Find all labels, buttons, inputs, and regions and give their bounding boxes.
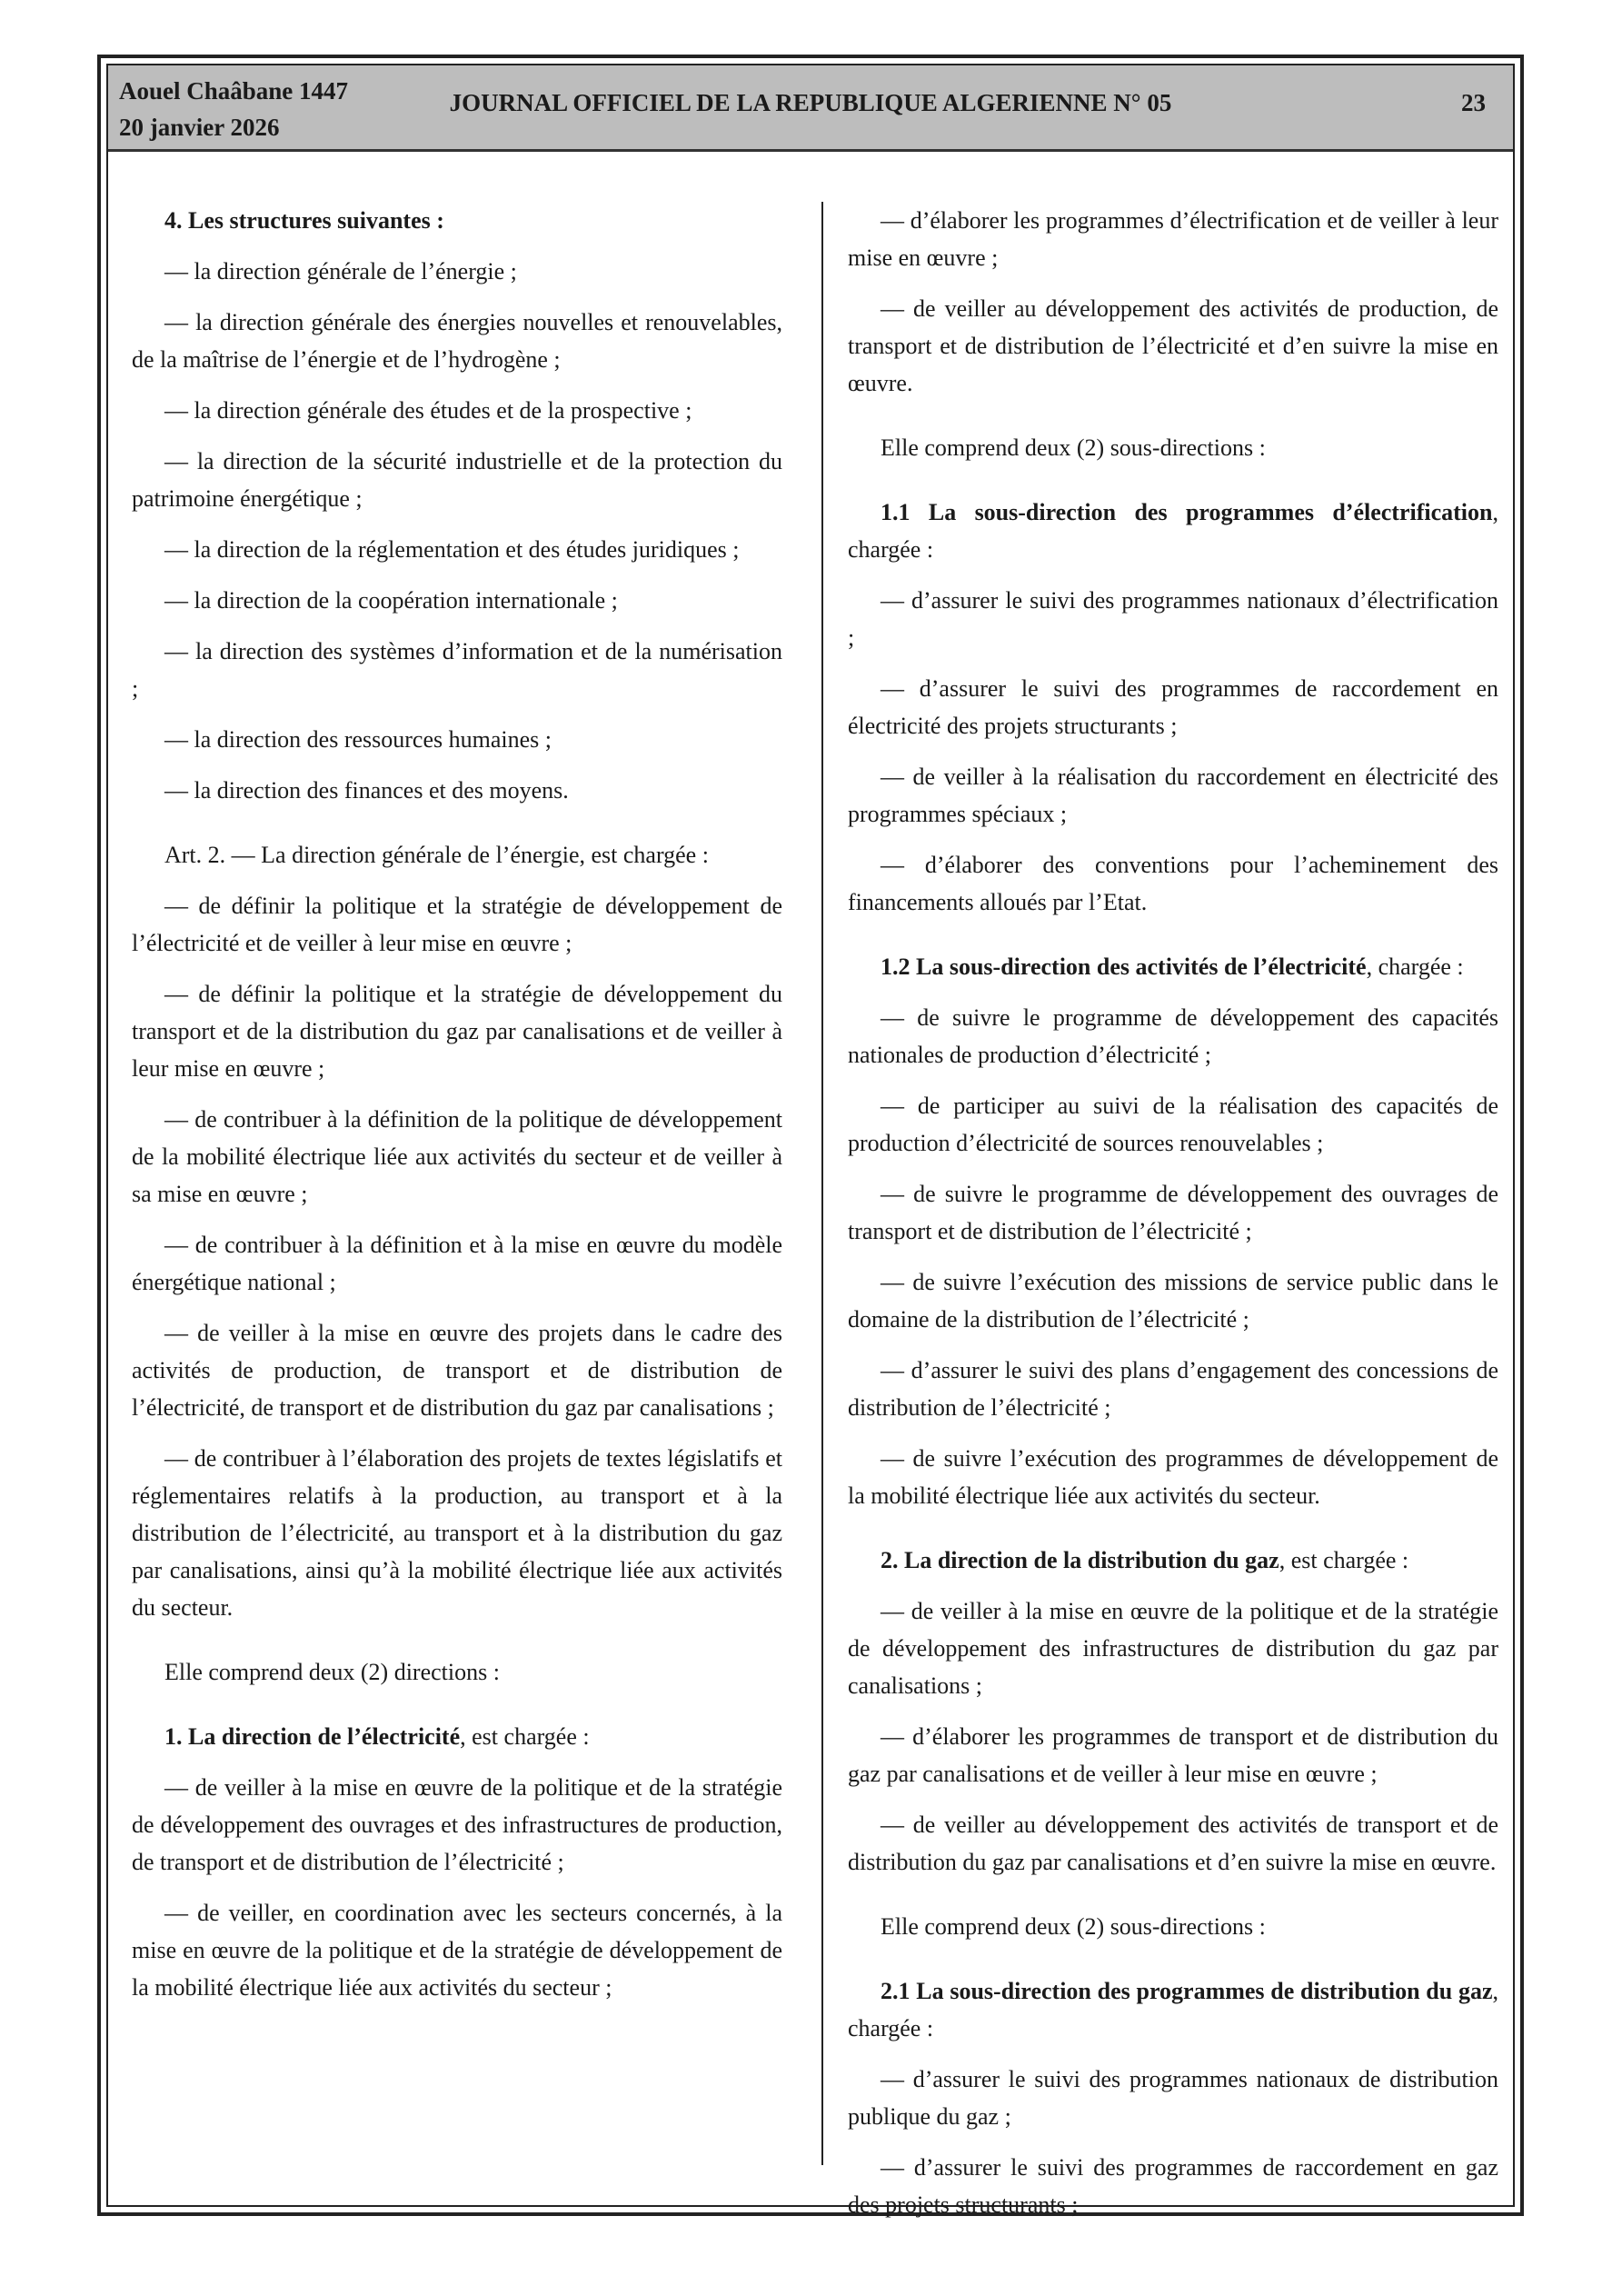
- paragraph: [848, 1352, 1498, 1426]
- paragraph: [132, 772, 782, 809]
- paragraph: [848, 1972, 1498, 2047]
- paragraph-text: — la direction de la réglementation et des études juridiques ;: [164, 536, 740, 563]
- paragraph: [132, 1894, 782, 2006]
- paragraph: [848, 846, 1498, 921]
- paragraph-text: — de contribuer à l’élaboration des projets de textes législatifs et réglementaires relatifs à la production, au transport et à la distribution de l’électricité, au transport et à la distribution du gaz par canalisations, ainsi qu’à la mobilité électrique liée aux activités du secteur.: [132, 1445, 782, 1621]
- paragraph-heading: 2.1 La sous-direction des programmes de distribution du gaz: [881, 1978, 1493, 2004]
- paragraph: [848, 948, 1498, 985]
- page-number: 23: [1461, 89, 1486, 116]
- paragraph-text: — d’assurer le suivi des programmes de raccordement en gaz des projets structurants ;: [848, 2154, 1498, 2218]
- paragraph-text: , chargée :: [848, 499, 1498, 563]
- paragraph-text: — de veiller au développement des activités de production, de transport et de distribution de l’électricité et d’en suivre la mise en œuvre.: [848, 295, 1498, 396]
- paragraph-text: — de contribuer à la définition de la politique de développement de la mobilité électrique liée aux activités du secteur et de veiller à sa mise en œuvre ;: [132, 1106, 782, 1207]
- paragraph: [132, 975, 782, 1087]
- paragraph: [132, 1314, 782, 1426]
- paragraph-text: Elle comprend deux (2) sous-directions :: [881, 1913, 1266, 1940]
- paragraph-text: — la direction des finances et des moyens.: [164, 777, 569, 804]
- paragraph-text: Art. 2. — La direction générale de l’énergie, est chargée :: [164, 842, 709, 868]
- paragraph: [848, 582, 1498, 656]
- paragraph: [132, 721, 782, 758]
- paragraph-text: — de veiller à la mise en œuvre de la politique et de la stratégie de développement des ouvrages et des infrastructures de production, de transport et de distribution de l’électricité ;: [132, 1774, 782, 1875]
- paragraph: [132, 836, 782, 873]
- paragraph: [848, 1542, 1498, 1579]
- paragraph-text: — de contribuer à la définition et à la mise en œuvre du modèle énergétique national ;: [132, 1232, 782, 1295]
- paragraph: [132, 633, 782, 707]
- paragraph: [848, 1087, 1498, 1162]
- paragraph-text: — la direction des systèmes d’information et de la numérisation ;: [132, 638, 782, 702]
- paragraph-text: — d’élaborer des conventions pour l’acheminement des financements alloués par l’Etat.: [848, 852, 1498, 915]
- paragraph-heading: 4. Les structures suivantes :: [164, 207, 444, 234]
- header-date: 20 janvier 2026: [119, 114, 280, 141]
- paragraph: [848, 670, 1498, 744]
- paragraph-text: — de définir la politique et la stratégie de développement du transport et de la distribution du gaz par canalisations et de veiller à leur mise en œuvre ;: [132, 981, 782, 1082]
- paragraph: [132, 1226, 782, 1301]
- paragraph: [132, 1440, 782, 1626]
- paragraph-text: — d’élaborer les programmes de transport et de distribution du gaz par canalisations et de veiller à leur mise en œuvre ;: [848, 1723, 1498, 1787]
- paragraph: [132, 253, 782, 290]
- page-frame: [97, 55, 1524, 2216]
- paragraph-text: — d’élaborer les programmes d’électrification et de veiller à leur mise en œuvre ;: [848, 207, 1498, 271]
- paragraph: [132, 1769, 782, 1881]
- paragraph-text: — la direction des ressources humaines ;: [164, 726, 552, 753]
- paragraph-text: Elle comprend deux (2) directions :: [164, 1659, 500, 1685]
- paragraph-text: — d’assurer le suivi des programmes nationaux d’électrification ;: [848, 587, 1498, 651]
- paragraph-text: — la direction générale des études et de la prospective ;: [164, 397, 692, 424]
- paragraph-text: — la direction générale de l’énergie ;: [164, 258, 517, 285]
- paragraph: [132, 1718, 782, 1755]
- paragraph: [848, 999, 1498, 1073]
- paragraph: [848, 494, 1498, 568]
- paragraph-heading: 1.2 La sous-direction des activités de l’électricité: [881, 953, 1367, 980]
- journal-header: [108, 65, 1513, 152]
- paragraph: [848, 1175, 1498, 1250]
- paragraph-text: , est chargée :: [460, 1723, 590, 1750]
- paragraph: [848, 1263, 1498, 1338]
- journal-title: JOURNAL OFFICIEL DE LA REPUBLIQUE ALGERIENNE N° 05: [449, 89, 1172, 116]
- paragraph: [848, 1718, 1498, 1792]
- paragraph-text: Elle comprend deux (2) sous-directions :: [881, 434, 1266, 461]
- paragraph-text: — de veiller, en coordination avec les secteurs concernés, à la mise en œuvre de la politique et de la stratégie de développement de la mobilité électrique liée aux activités du secteur ;: [132, 1900, 782, 2001]
- page-inner-frame: [106, 64, 1515, 2218]
- paragraph: [132, 887, 782, 962]
- right-column: [848, 202, 1498, 2237]
- paragraph-text: — de veiller à la mise en œuvre des projets dans le cadre des activités de production, de transport et de distribution de l’électricité, de transport et de distribution du gaz par canalisations ;: [132, 1320, 782, 1421]
- paragraph-text: — d’assurer le suivi des programmes de raccordement en électricité des projets structurants ;: [848, 675, 1498, 739]
- paragraph: [132, 582, 782, 619]
- paragraph-text: — de définir la politique et la stratégie de développement de l’électricité et de veiller à leur mise en œuvre ;: [132, 893, 782, 956]
- paragraph: [132, 1653, 782, 1691]
- paragraph-text: — de suivre l’exécution des missions de service public dans le domaine de la distribution de l’électricité ;: [848, 1269, 1498, 1333]
- paragraph: [132, 304, 782, 378]
- paragraph: [848, 202, 1498, 276]
- paragraph: [848, 758, 1498, 833]
- paragraph-text: — la direction de la sécurité industrielle et de la protection du patrimoine énergétique ;: [132, 448, 782, 512]
- paragraph-text: — de suivre le programme de développement des capacités nationales de production d’électricité ;: [848, 1004, 1498, 1068]
- paragraph: [848, 1592, 1498, 1704]
- paragraph: [848, 2149, 1498, 2223]
- paragraph: [132, 443, 782, 517]
- paragraph-text: — de veiller au développement des activités de transport et de distribution du gaz par canalisations et d’en suivre la mise en œuvre.: [848, 1812, 1498, 1875]
- paragraph-text: — d’assurer le suivi des programmes nationaux de distribution publique du gaz ;: [848, 2066, 1498, 2130]
- paragraph: [132, 1101, 782, 1213]
- paragraph: [132, 531, 782, 568]
- paragraph-heading: 1. La direction de l’électricité: [164, 1723, 461, 1750]
- paragraph: [848, 2061, 1498, 2135]
- paragraph: [848, 1440, 1498, 1514]
- paragraph: [848, 1806, 1498, 1881]
- paragraph-text: , est chargée :: [1279, 1547, 1409, 1573]
- paragraph-text: — la direction de la coopération internationale ;: [164, 587, 618, 614]
- paragraph-text: — la direction générale des énergies nouvelles et renouvelables, de la maîtrise de l’énergie et de l’hydrogène ;: [132, 309, 782, 373]
- paragraph-text: — de suivre l’exécution des programmes de développement de la mobilité électrique liée aux activités du secteur.: [848, 1445, 1498, 1509]
- paragraph-text: , chargée :: [848, 1978, 1498, 2041]
- paragraph-text: — de veiller à la réalisation du raccordement en électricité des programmes spéciaux ;: [848, 764, 1498, 827]
- paragraph-text: — de participer au suivi de la réalisation des capacités de production d’électricité de sources renouvelables ;: [848, 1093, 1498, 1156]
- paragraph-heading: 1.1 La sous-direction des programmes d’électrification: [881, 499, 1493, 525]
- paragraph: [848, 429, 1498, 466]
- paragraph-text: , chargée :: [1366, 953, 1464, 980]
- paragraph-heading: 2. La direction de la distribution du gaz: [881, 1547, 1279, 1573]
- paragraph-text: — d’assurer le suivi des plans d’engagement des concessions de distribution de l’électricité ;: [848, 1357, 1498, 1421]
- paragraph-text: — de suivre le programme de développement des ouvrages de transport et de distribution de l’électricité ;: [848, 1181, 1498, 1244]
- paragraph: [132, 392, 782, 429]
- paragraph-text: — de veiller à la mise en œuvre de la politique et de la stratégie de développement des infrastructures de distribution du gaz par canalisations ;: [848, 1598, 1498, 1699]
- paragraph: [848, 290, 1498, 402]
- left-column: [132, 202, 782, 2020]
- column-divider: [821, 202, 823, 2165]
- paragraph: [848, 1908, 1498, 1945]
- header-date-hijri: Aouel Chaâbane 1447: [119, 77, 349, 105]
- paragraph: [132, 202, 782, 239]
